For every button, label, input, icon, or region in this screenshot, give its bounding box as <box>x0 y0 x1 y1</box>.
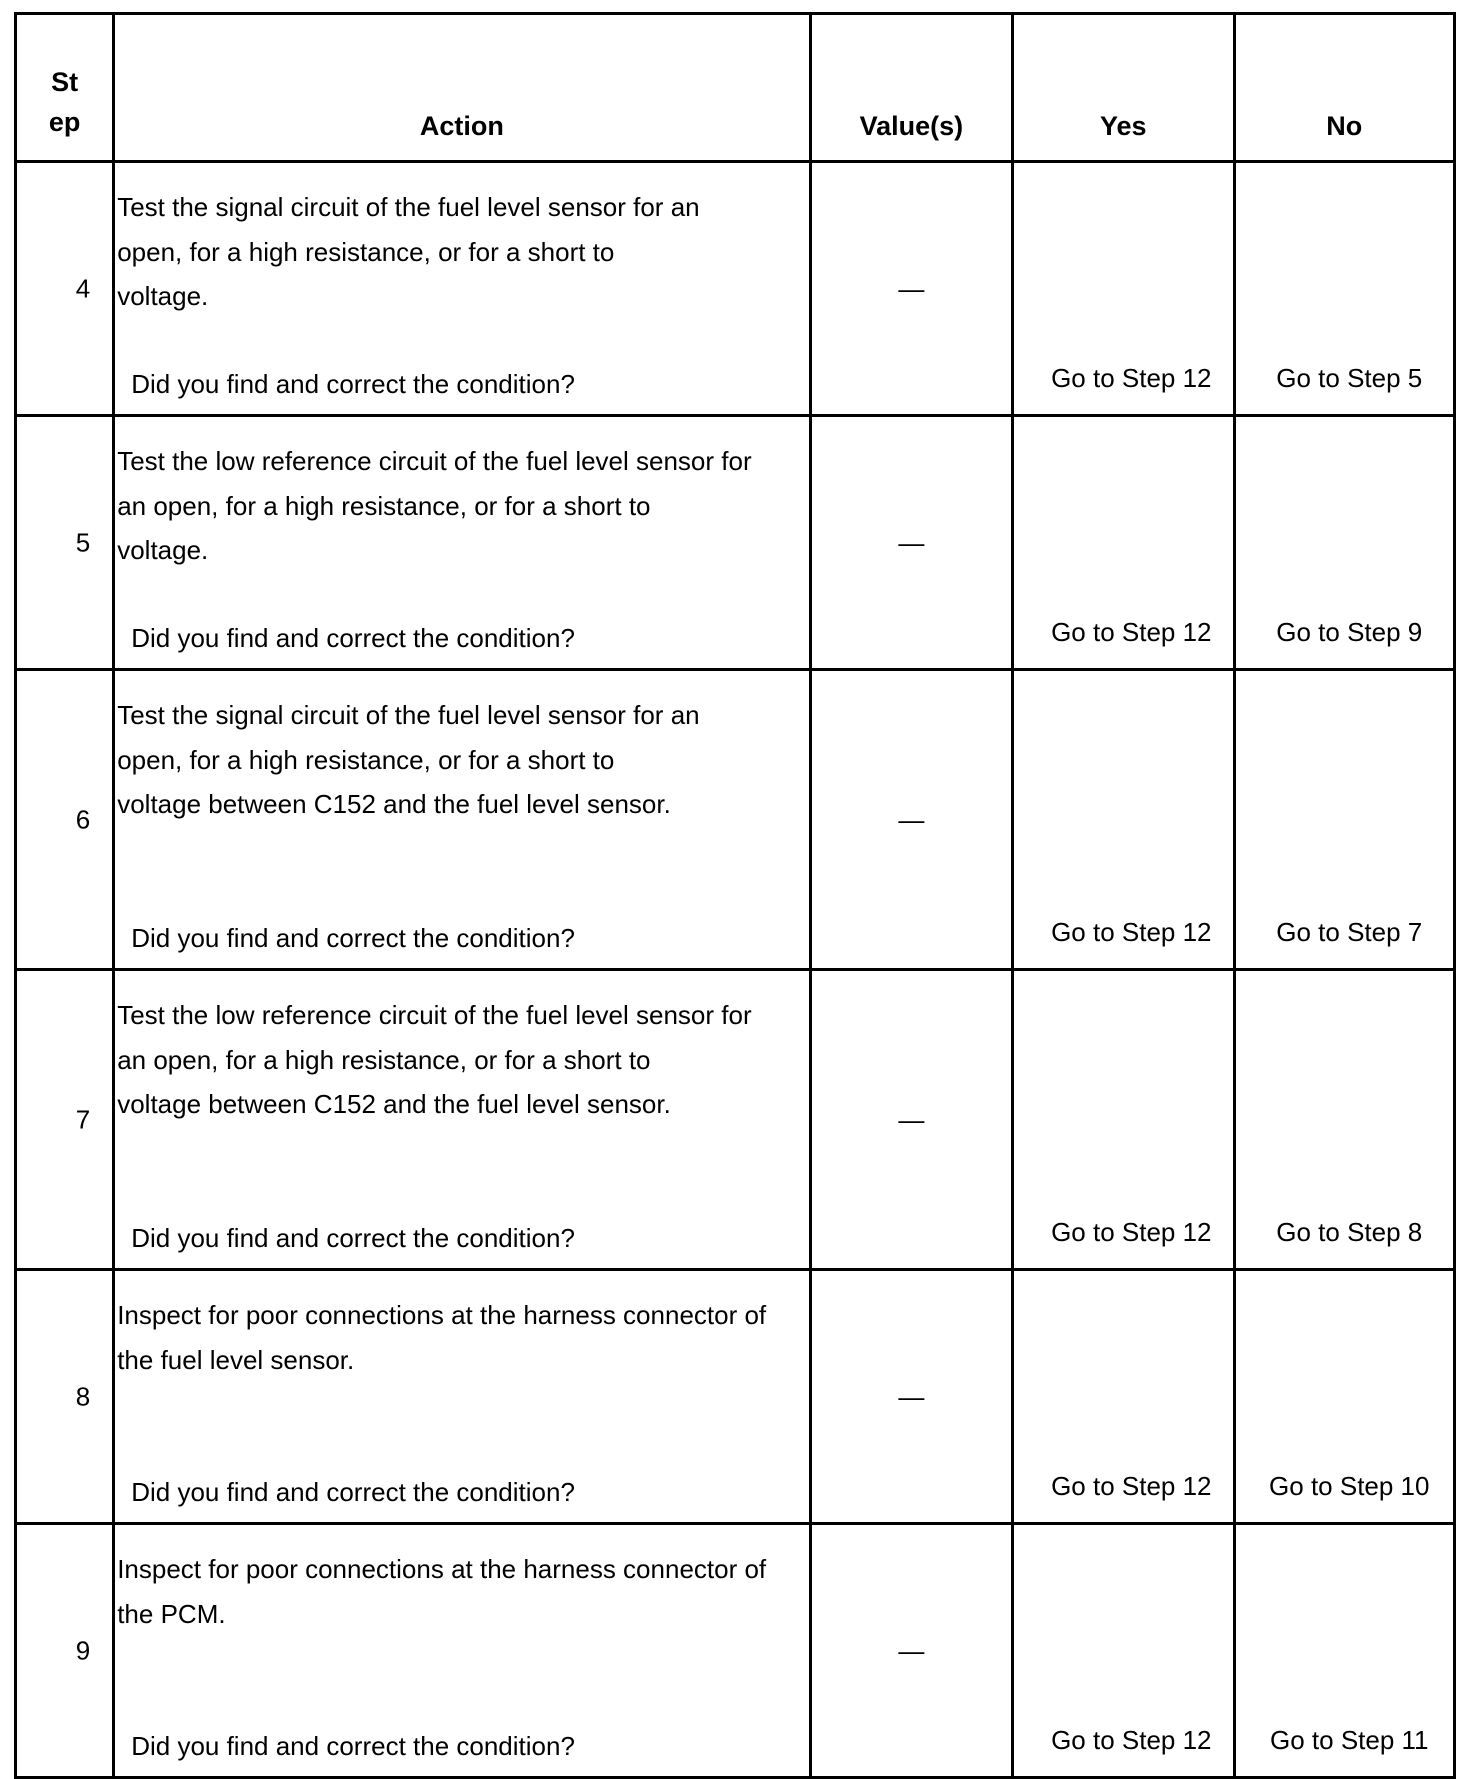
no-goto-text: Go to Step 9 <box>1276 617 1423 647</box>
action-cell <box>114 970 810 1270</box>
header-row <box>16 14 1455 162</box>
header-step <box>16 14 114 162</box>
action-cell <box>114 1270 810 1524</box>
step-number: 9 <box>75 1635 91 1665</box>
action-instruction: Test the low reference circuit of the fuel level sensor for an open, for a high resistance, or for a short to voltage. <box>117 446 752 565</box>
step-number: 5 <box>75 527 91 557</box>
yes-goto-text: Go to Step 12 <box>1051 617 1212 647</box>
header-action: Action <box>114 14 810 162</box>
no-cell <box>1234 970 1454 1270</box>
action-cell <box>114 416 810 670</box>
no-goto-text: Go to Step 8 <box>1276 1217 1423 1247</box>
header-no: No <box>1234 14 1454 162</box>
step-number: 4 <box>75 273 91 303</box>
no-goto-text: Go to Step 11 <box>1270 1725 1429 1755</box>
action-question: Did you find and correct the condition? <box>131 1223 575 1253</box>
yes-cell <box>1013 1270 1234 1524</box>
table-row <box>16 970 1455 1270</box>
step-number: 8 <box>75 1381 91 1411</box>
yes-cell <box>1013 162 1234 416</box>
value-text: — <box>898 1104 925 1134</box>
value-cell <box>810 416 1012 670</box>
value-text: — <box>898 527 925 557</box>
yes-cell <box>1013 416 1234 670</box>
value-cell <box>810 1524 1012 1778</box>
step-cell <box>16 416 114 670</box>
no-cell <box>1234 1524 1454 1778</box>
action-question: Did you find and correct the condition? <box>131 369 575 399</box>
header-values: Value(s) <box>810 14 1012 162</box>
action-question: Did you find and correct the condition? <box>131 623 575 653</box>
value-cell <box>810 970 1012 1270</box>
step-cell <box>16 1524 114 1778</box>
action-question: Did you find and correct the condition? <box>131 923 575 953</box>
header-yes: Yes <box>1013 14 1234 162</box>
value-cell <box>810 1270 1012 1524</box>
action-instruction: Test the low reference circuit of the fuel level sensor for an open, for a high resistance, or for a short to voltage between C152 and the fuel level sensor. <box>117 1000 752 1119</box>
value-cell <box>810 162 1012 416</box>
value-cell <box>810 670 1012 970</box>
yes-goto-text: Go to Step 12 <box>1051 363 1212 393</box>
action-cell <box>114 670 810 970</box>
no-goto-text: Go to Step 10 <box>1269 1471 1430 1501</box>
table-row <box>16 1524 1455 1778</box>
action-question: Did you find and correct the condition? <box>131 1731 575 1761</box>
no-cell <box>1234 1270 1454 1524</box>
action-instruction: Inspect for poor connections at the harness connector of the PCM. <box>117 1554 767 1629</box>
table-row <box>16 416 1455 670</box>
step-number: 6 <box>75 804 91 834</box>
no-goto-text: Go to Step 5 <box>1276 363 1423 393</box>
yes-goto-text: Go to Step 12 <box>1051 917 1212 947</box>
no-goto-text: Go to Step 7 <box>1276 917 1423 947</box>
table-row <box>16 670 1455 970</box>
value-text: — <box>898 1635 925 1665</box>
action-question: Did you find and correct the condition? <box>131 1477 575 1507</box>
yes-cell <box>1013 670 1234 970</box>
no-cell <box>1234 162 1454 416</box>
value-text: — <box>898 273 925 303</box>
table-row <box>16 1270 1455 1524</box>
action-cell <box>114 1524 810 1778</box>
header-step-label: St ep <box>48 67 81 137</box>
action-instruction: Test the signal circuit of the fuel level sensor for an open, for a high resistance, or for a short to voltage between C152 and the fuel level sensor. <box>117 700 700 819</box>
step-cell <box>16 970 114 1270</box>
value-text: — <box>898 1381 925 1411</box>
step-cell <box>16 1270 114 1524</box>
table-row <box>16 162 1455 416</box>
step-number: 7 <box>75 1104 91 1134</box>
action-cell <box>114 162 810 416</box>
value-text: — <box>898 804 925 834</box>
diagnostic-table <box>14 12 1456 1779</box>
step-cell <box>16 162 114 416</box>
no-cell <box>1234 416 1454 670</box>
no-cell <box>1234 670 1454 970</box>
action-instruction: Test the signal circuit of the fuel level sensor for an open, for a high resistance, or for a short to voltage. <box>117 192 700 311</box>
yes-goto-text: Go to Step 12 <box>1051 1725 1212 1755</box>
yes-cell <box>1013 970 1234 1270</box>
yes-goto-text: Go to Step 12 <box>1051 1471 1212 1501</box>
step-cell <box>16 670 114 970</box>
yes-cell <box>1013 1524 1234 1778</box>
yes-goto-text: Go to Step 12 <box>1051 1217 1212 1247</box>
action-instruction: Inspect for poor connections at the harness connector of the fuel level sensor. <box>117 1300 767 1375</box>
